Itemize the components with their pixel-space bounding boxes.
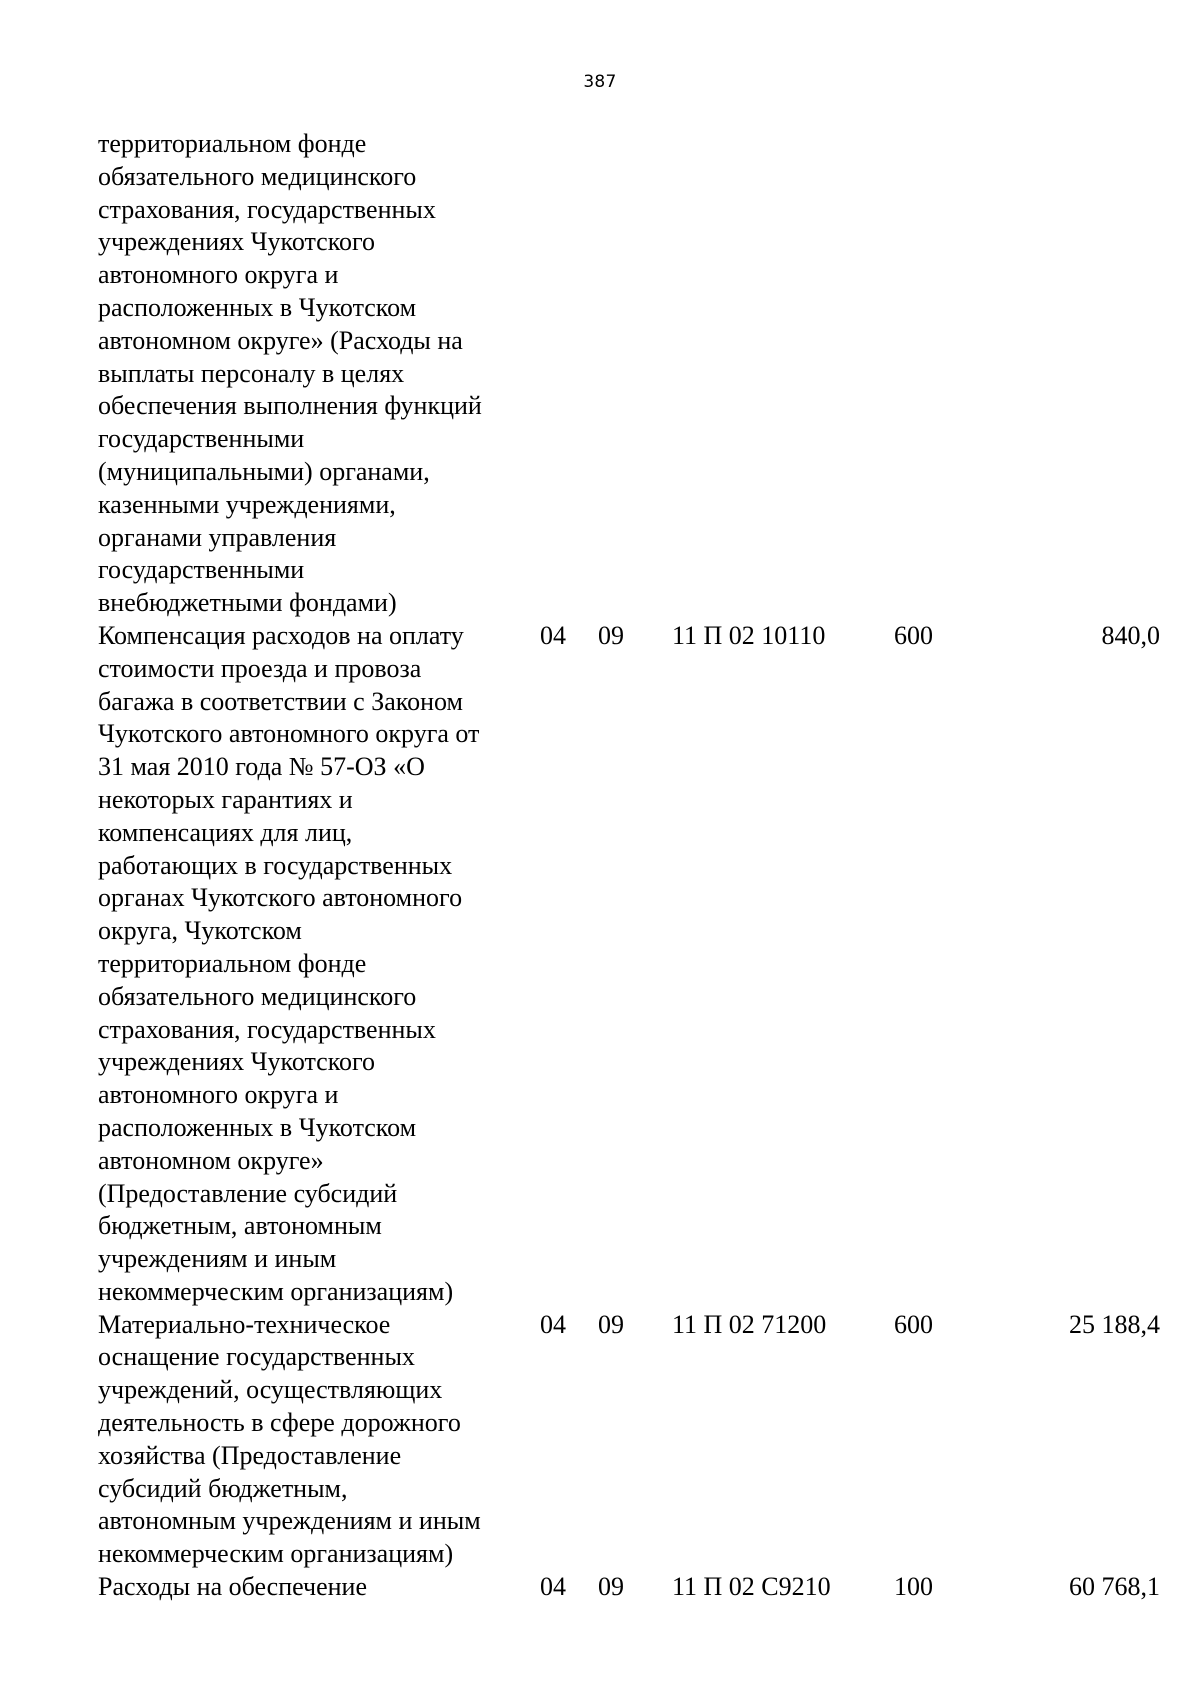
row-expense-type: 100 — [894, 1572, 933, 1602]
row-section: 04 — [540, 1572, 566, 1602]
row-description: Расходы на обеспечение — [98, 1572, 368, 1602]
budget-table — [98, 128, 1160, 1604]
row-description: Материально-техническое оснащение государственных учреждений, осуществляющих деятельность в сфере дорожного хозяйства (Предоставление субсидий бюджетным, автономным учреждениям и иным некоммерческим организациям) — [98, 1309, 481, 1569]
row-amount: 60 768,1 — [1069, 1572, 1160, 1602]
row-description: территориальном фонде обязательного медицинского страхования, государственных учреждениях Чукотского автономного округа и расположенных в Чукотском автономном округе» (Расходы на выплаты персоналу в целях обеспечения выполнения функций государственными (муниципальными) органами, казенными учреждениями, органами управления государственными внебюджетными фондами) — [98, 129, 482, 618]
row-target-article: 11 П 02 10110 — [672, 620, 826, 650]
row-description: Компенсация расходов на оплату стоимости проезда и провоза багажа в соответствии с Законом Чукотского автономного округа от 31 мая 2010 года № 57-ОЗ «О некоторых гарантиях и компенсациях для лиц, работающих в государственных органах Чукотского автономного округа, Чукотском территориальном фонде обязательного медицинского страхования, государственных учреждениях Чукотского автономного округа и расположенных в Чукотском автономном округе» (Предоставление субсидий бюджетным, автономным учреждениям и иным некоммерческим организациям) — [98, 620, 480, 1306]
row-amount: 25 188,4 — [1069, 1309, 1160, 1339]
row-expense-type: 600 — [894, 620, 933, 650]
row-amount: 840,0 — [1101, 620, 1160, 650]
row-section: 04 — [540, 1309, 566, 1339]
table-row — [98, 620, 1160, 1309]
row-section: 04 — [540, 620, 566, 650]
row-subsection: 09 — [598, 1572, 624, 1602]
page-number: 387 — [583, 72, 617, 92]
row-expense-type: 600 — [894, 1309, 933, 1339]
row-target-article: 11 П 02 71200 — [672, 1309, 827, 1339]
row-subsection: 09 — [598, 620, 624, 650]
table-row — [98, 1571, 1160, 1604]
table-row — [98, 1309, 1160, 1571]
table-row — [98, 128, 1160, 620]
row-subsection: 09 — [598, 1309, 624, 1339]
row-target-article: 11 П 02 С9210 — [672, 1572, 831, 1602]
